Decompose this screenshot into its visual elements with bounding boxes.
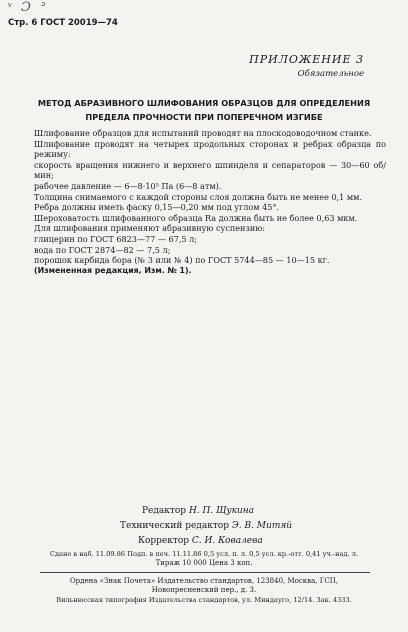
body-paragraph: Ребра должны иметь фаску 0,15—0,20 мм под углом 45°. [34,202,280,213]
editor-name: Н. П. Щукина [188,506,255,516]
appendix-status: Обязательное [297,69,364,79]
publisher-footer [14,577,394,605]
editor-row [120,504,292,519]
editor-row [120,534,292,549]
editor-row [120,519,292,534]
body-paragraph: порошок карбида бора (№ 3 или № 4) по ГОСТ 5744—85 — 10—15 кг. [34,255,330,266]
body-paragraph: скорость вращения нижнего и верхнего шпинделя и сепараторов — 30—60 об/мин; [34,159,386,181]
editor-name: С. И. Ковалева [191,536,263,546]
body-paragraph: Шлифование проводят на четырех продольных сторонах и ребрах образца по режиму: [34,138,386,160]
document-body [34,128,386,276]
amendment-note: (Измененная редакция, Изм. № 1). [34,265,192,275]
imprint-block [14,550,394,569]
body-paragraph: рабочее давление — 6—8·10⁵ Па (6—8 атм). [34,180,222,191]
footer-line: Ордена «Знак Почета» Издательство стандартов, 123840, Москва, ГСП, [69,577,339,585]
imprint-line: Тираж 10 000 Цена 3 коп. [155,559,253,568]
handwritten-mark: ᵛ Ɔ ᐣ [8,0,47,15]
body-paragraph: глицерин по ГОСТ 6823—77 — 67,5 л; [34,233,198,244]
editor-role: Технический редактор [120,521,229,531]
body-paragraph: Шероховатость шлифованного образца Ra должна быть не более 0,63 мкм. [34,212,358,223]
body-paragraph: Для шлифования применяют абразивную суспензию: [34,223,266,234]
footer-line: Вильнюсская типография Издательства стандартов, ул. Миндауго, 12/14. Зак. 4333. [56,595,352,604]
body-paragraph: Толщина снимаемого с каждой стороны слоя должна быть не менее 0,1 мм. [34,191,363,202]
page-header: Стр. 6 ГОСТ 20019—74 [8,18,118,28]
divider [40,572,370,573]
imprint-line: Сдано в наб. 11.09.86 Подп. в печ. 11.11.86 0,5 усл. п. л. 0,5 усл. кр.-отт. 0,41 уч.-над. л. [49,550,359,558]
appendix-label: ПРИЛОЖЕНИЕ 3 [249,53,364,66]
editor-role: Корректор [138,536,190,546]
footer-line: Новопресненский пер., д. 3. [151,586,257,595]
title-line: МЕТОД АБРАЗИВНОГО ШЛИФОВАНИЯ ОБРАЗЦОВ ДЛЯ ОПРЕДЕЛЕНИЯ [37,98,371,108]
body-paragraph: вода по ГОСТ 2874—82 — 7,5 л; [34,244,171,255]
editor-name: Э. В. Митяй [231,521,293,531]
title-line: ПРЕДЕЛА ПРОЧНОСТИ ПРИ ПОПЕРЕЧНОМ ИЗГИБЕ [85,112,323,122]
editors-block [120,504,292,549]
editor-role: Редактор [142,506,187,516]
body-paragraph: Шлифование образцов для испытаний проводят на плоскодоводочном станке. [34,128,372,138]
document-title [24,96,384,124]
